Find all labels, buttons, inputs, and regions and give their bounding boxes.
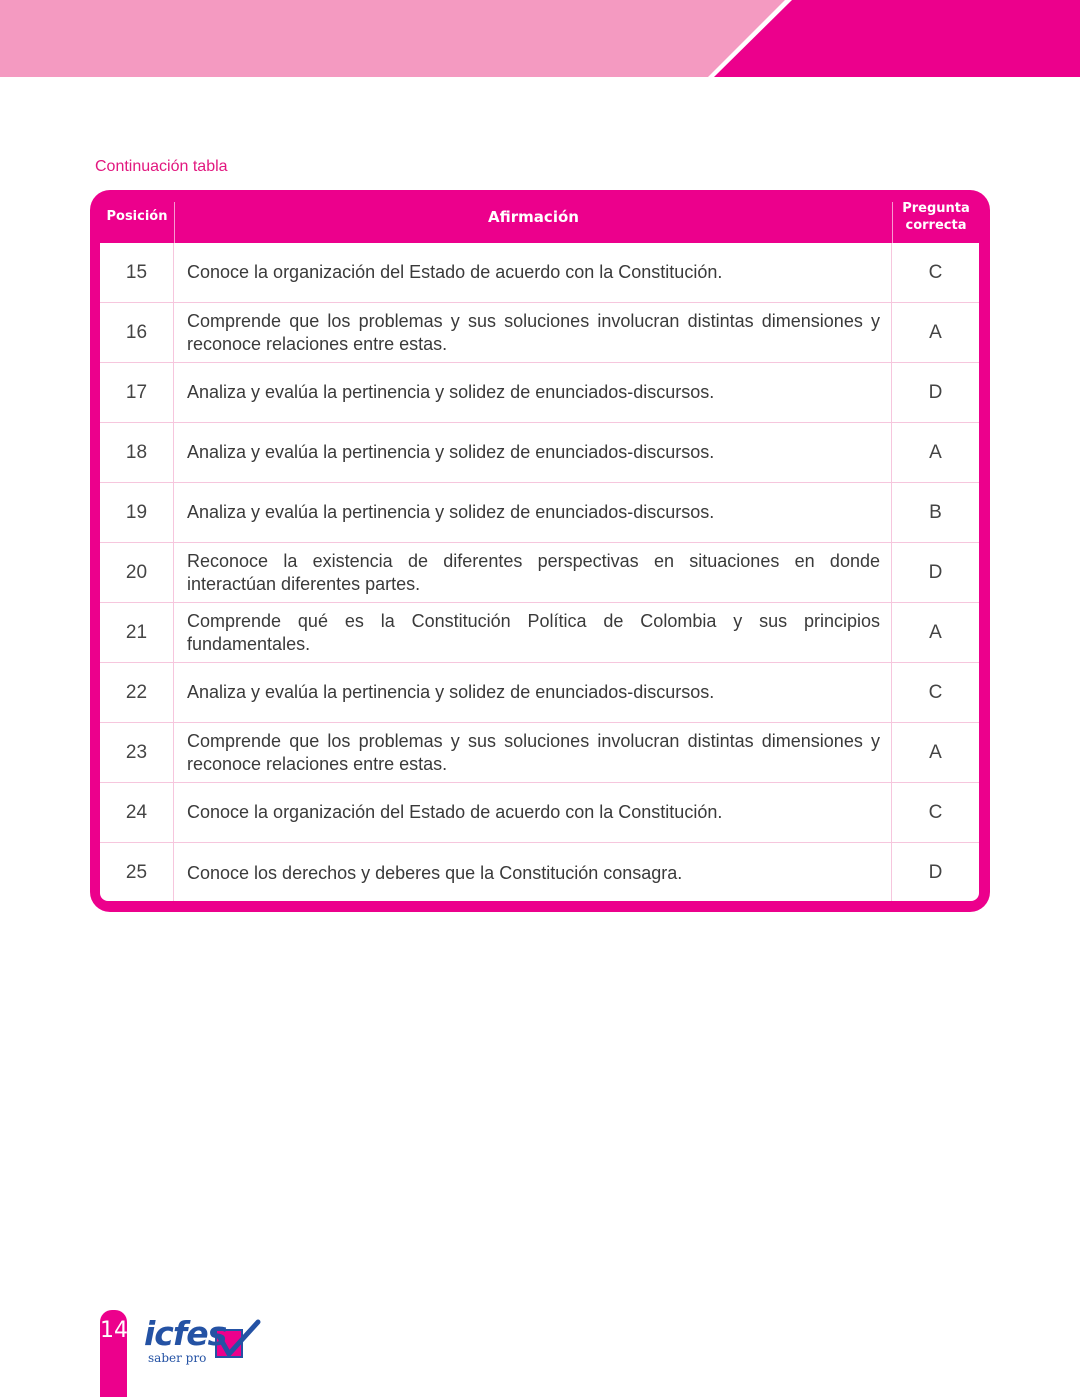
table-row [100,843,979,901]
answer-table [90,190,990,912]
top-banner [0,0,1080,77]
page-number: 14 [100,1318,128,1343]
row-answer: A [929,621,942,643]
row-answer: C [928,801,943,823]
row-answer: A [929,441,942,463]
row-position: 20 [100,543,174,602]
row-statement-text: Reconoce la existencia de diferentes perspectivas en situaciones en donde interactúan diferentes partes. [187,550,880,594]
row-position: 25 [100,843,174,901]
row-answer: B [929,501,942,523]
row-statement-text: Analiza y evalúa la pertinencia y solidez de enunciados-discursos. [187,442,715,462]
table-caption: Continuación tabla [95,158,228,175]
table-row [100,723,979,783]
table-row [100,783,979,843]
row-statement [175,423,892,482]
row-statement [175,543,892,602]
row-position: 15 [100,243,174,302]
header-answer [893,190,979,243]
row-statement [175,663,892,722]
header-position: Posición [106,209,168,224]
row-statement-text: Analiza y evalúa la pertinencia y solidez de enunciados-discursos. [187,382,715,402]
table-row [100,423,979,483]
logo-wordmark: icfes [144,1314,227,1353]
row-position: 23 [100,723,174,782]
row-statement [175,483,892,542]
row-statement-text: Conoce los derechos y deberes que la Constitución consagra. [187,862,683,883]
header-statement: Afirmación [488,207,579,226]
row-statement [175,723,892,782]
row-statement-text: Analiza y evalúa la pertinencia y solidez de enunciados-discursos. [187,502,715,522]
row-answer: A [929,321,942,343]
table-row [100,303,979,363]
row-position: 19 [100,483,174,542]
logo-subtext: saber pro [148,1351,207,1365]
row-statement [175,843,892,901]
table-row [100,663,979,723]
row-statement [175,303,892,362]
table-row [100,603,979,663]
row-statement-text: Comprende qué es la Constitución Política de Colombia y sus principios fundamentales. [187,610,880,654]
row-statement-text: Comprende que los problemas y sus soluciones involucran distintas dimensiones y reconoce relaciones entre estas. [187,310,880,354]
row-statement-text: Conoce la organización del Estado de acuerdo con la Constitución. [187,802,723,822]
row-answer: C [928,681,943,703]
row-statement [175,603,892,662]
row-statement-text: Analiza y evalúa la pertinencia y solidez de enunciados-discursos. [187,682,715,702]
row-position: 24 [100,783,174,842]
row-position: 22 [100,663,174,722]
table-row [100,543,979,603]
row-position: 17 [100,363,174,422]
table-body [100,243,979,901]
row-answer: D [928,862,943,883]
row-statement-text: Conoce la organización del Estado de acuerdo con la Constitución. [187,262,723,282]
row-answer: C [928,261,943,283]
row-position: 21 [100,603,174,662]
row-position: 16 [100,303,174,362]
row-statement [175,363,892,422]
header-answer-line2: correcta [905,217,967,233]
row-statement [175,783,892,842]
row-statement [175,243,892,302]
row-position: 18 [100,423,174,482]
row-answer: A [929,741,942,763]
table-row [100,483,979,543]
table-row [100,243,979,303]
table-row [100,363,979,423]
row-answer: D [928,381,943,403]
table-header [90,190,990,243]
header-answer-line1: Pregunta [902,200,970,216]
row-statement-text: Comprende que los problemas y sus soluciones involucran distintas dimensiones y reconoce relaciones entre estas. [187,730,880,774]
row-answer: D [928,561,943,583]
